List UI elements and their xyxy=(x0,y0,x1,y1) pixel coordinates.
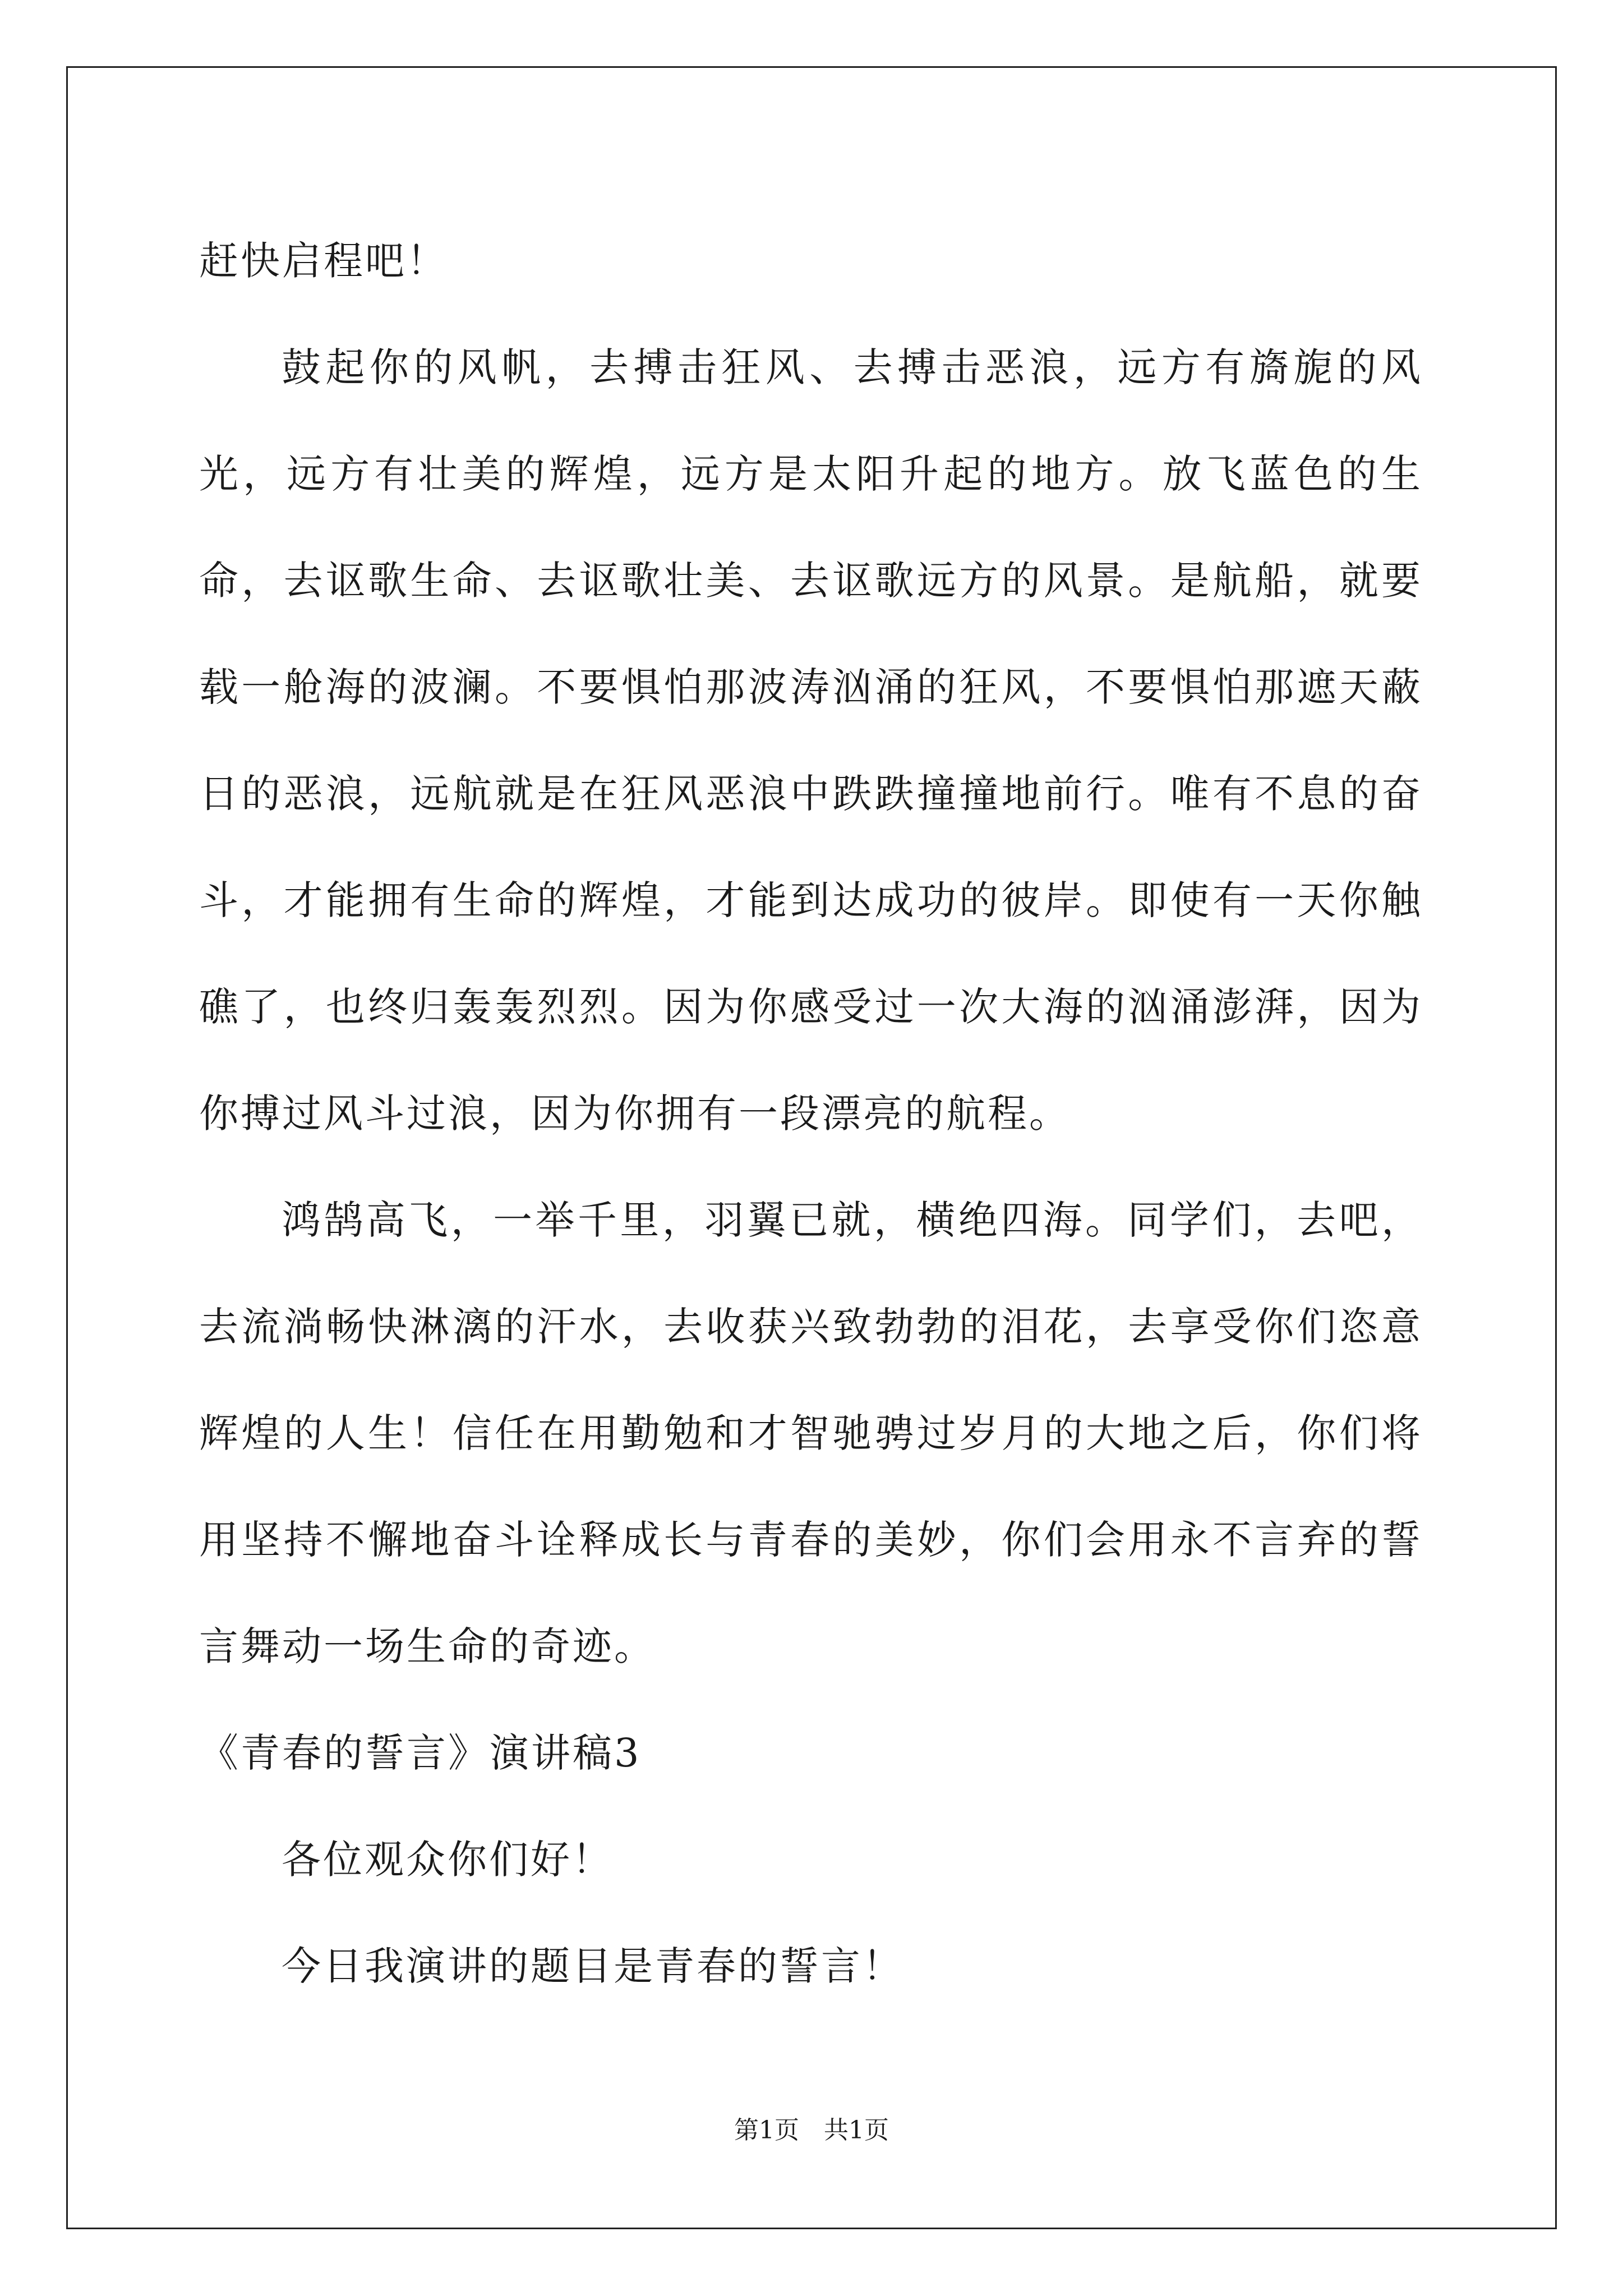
document-body xyxy=(199,208,1423,2019)
paragraph-voyage: 鼓起你的风帆，去搏击狂风、去搏击恶浪，远方有旖旎的风光，远方有壮美的辉煌，远方是太阳升起的地方。放飞蓝色的生命，去讴歌生命、去讴歌壮美、去讴歌远方的风景。是航船，就要载一舱海的波澜。不要惧怕那波涛汹涌的狂风，不要惧怕那遮天蔽日的恶浪，远航就是在狂风恶浪中跌跌撞撞地前行。唯有不息的奋斗，才能拥有生命的辉煌，才能到达成功的彼岸。即使有一天你触礁了，也终归轰轰烈烈。因为你感受过一次大海的汹涌澎湃，因为你搏过风斗过浪，因为你拥有一段漂亮的航程。 xyxy=(199,344,1423,1137)
paragraph-soaring: 鸿鹄高飞，一举千里，羽翼已就，横绝四海。同学们，去吧，去流淌畅快淋漓的汗水，去收获兴致勃勃的泪花，去享受你们恣意辉煌的人生！信任在用勤勉和才智驰骋过岁月的大地之后，你们将用坚持不懈地奋斗诠释成长与青春的美妙，你们会用永不言弃的誓言舞动一场生命的奇迹。 xyxy=(199,1197,1423,1669)
greeting-line: 各位观众你们好！ xyxy=(282,1837,614,1883)
section-heading: 《青春的誓言》演讲稿3 xyxy=(199,1730,642,1776)
page-footer: 第1页 共1页 xyxy=(734,2116,889,2145)
topic-line: 今日我演讲的题目是青春的誓言！ xyxy=(282,1943,904,1989)
continuation-line: 赶快启程吧！ xyxy=(199,238,448,284)
